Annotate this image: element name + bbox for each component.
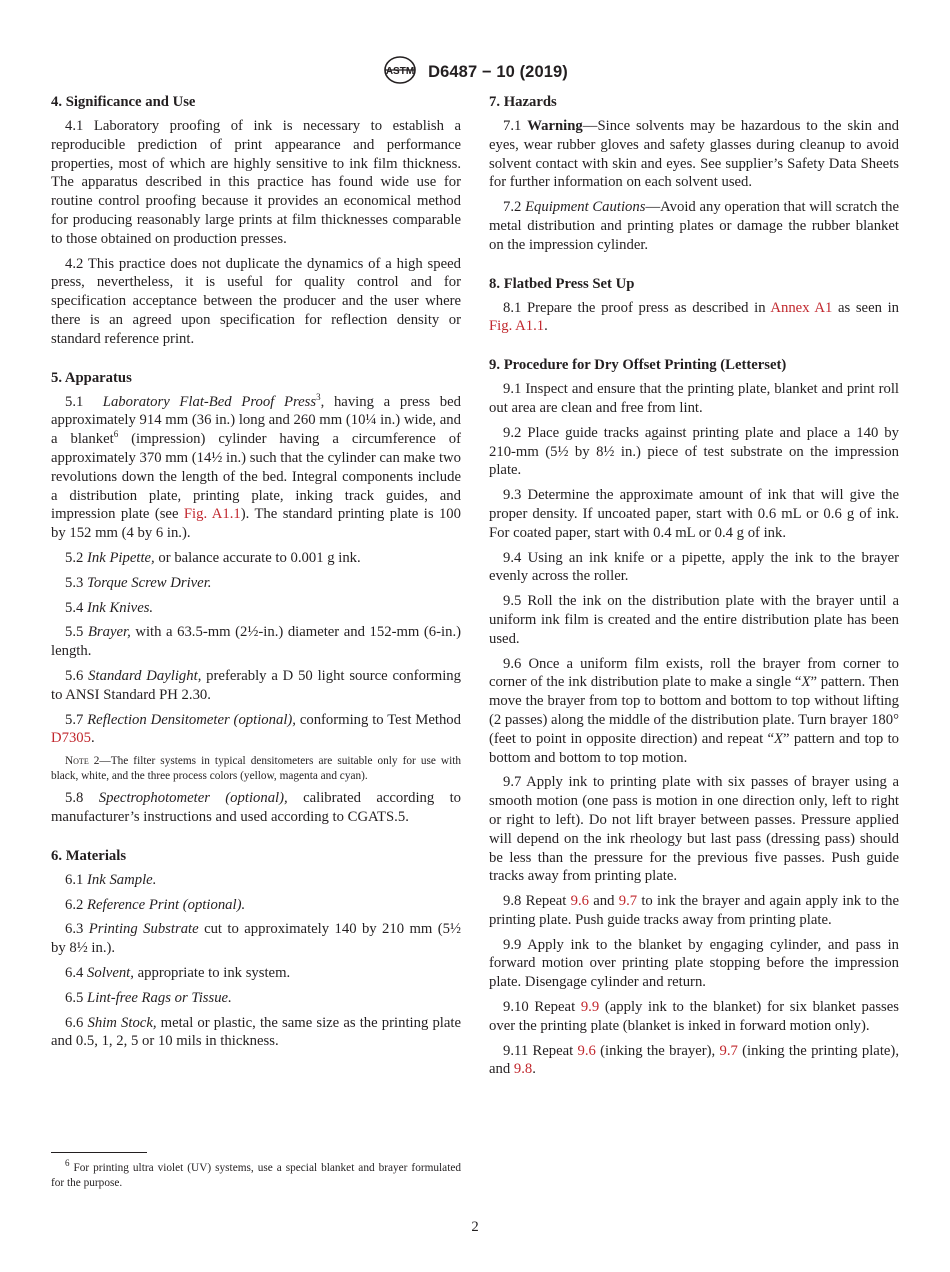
section-6-heading: 6. Materials [51, 847, 127, 864]
para-9-7: 9.7 Apply ink to printing plate with six passes of brayer using a smooth motion (one pass is motion in one direction only, left to right or right to left). Do not lift brayer between passes. Pressure applied will depend on the ink rheology but last pass (dressing pass) should be less than the pressure for the previous five passes. Push guide tracks away from printing plate. [489, 774, 899, 885]
section-4-heading: 4. Significance and Use [51, 94, 196, 110]
para-9-1: 9.1 Inspect and ensure that the printing plate, blanket and print roll out area are clean and free from lint. [489, 381, 899, 416]
para-9-11: 9.11 Repeat 9.6 (inking the brayer), 9.7 (inking the printing plate), and 9.8. [489, 1042, 899, 1078]
fig-a1-1-link[interactable]: Fig. A1.1 [489, 318, 545, 335]
ref-9-7-link[interactable]: 9.7 [618, 893, 638, 910]
para-6-3: 6.3 Printing Substrate cut to approximately 140 by 210 mm (5½ by 8½ in.). [51, 921, 462, 957]
section-7-heading: 7. Hazards [489, 94, 557, 110]
section-8-heading: 8. Flatbed Press Set Up [489, 275, 635, 292]
para-6-5: 6.5 Lint-free Rags or Tissue. [65, 989, 232, 1006]
svg-text:ASTM: ASTM [385, 66, 415, 77]
para-6-4: 6.4 Solvent, appropriate to ink system. [65, 965, 291, 982]
para-9-8: 9.8 Repeat 9.6 and 9.7 to ink the brayer and again apply ink to the printing plate. Push guide tracks away from printing plate. [489, 893, 899, 928]
para-5-6: 5.6 Standard Daylight, preferably a D 50 light source conforming to ANSI Standard PH 2.30. [51, 667, 461, 703]
para-5-1: 5.1 Laboratory Flat-Bed Proof Press$^3$, having a press bed approximately 914 mm (36 in.) long and 260 mm (10¼ in.) wide, and a blanket$^6$ (impression) cylinder having a circumference of approximately 370 mm (14½ in.) such that the cylinder can make two revolutions down the length of the bed. Integral components include a distribution plate, printing plate, inking track guides, and impression plate (see Fig. A1.1). The standard printing plate is 100 by 152 mm (4 by 6 in.). [51, 391, 462, 542]
ref-9-6-link[interactable]: 9.6 [570, 893, 589, 910]
para-9-5: 9.5 Roll the ink on the distribution plate with the brayer until a uniform ink film is created and the entire distribution plate has been used. [489, 593, 899, 647]
ref-9-8-link[interactable]: 9.8 [513, 1061, 533, 1078]
para-4-2: 4.2 This practice does not duplicate the dynamics of a high speed press, nevertheless, it is useful for quality control and for specification acceptance between the producer and the user where there is an agreed upon specification for reflection density or standard reference print. [51, 255, 461, 347]
d7305-link[interactable]: D7305 [51, 730, 91, 747]
right-column [489, 93, 899, 1085]
para-5-4: 5.4 Ink Knives. [65, 599, 154, 616]
para-5-3: 5.3 Torque Screw Driver. [65, 574, 212, 591]
para-6-6: 6.6 Shim Stock, metal or plastic, the same size as the printing plate and 0.5, 1, 2, 5 or 10 mils in thickness. [51, 1014, 462, 1050]
para-6-1: 6.1 Ink Sample. [65, 871, 157, 888]
para-9-3: 9.3 Determine the approximate amount of ink that will give the proper density. If uncoated paper, start with 0.6 mL or 0.6 g of ink. For coated paper, start with 0.4 mL or 0.4 g of ink. [489, 487, 899, 541]
para-5-7: 5.7 Reflection Densitometer (optional), conforming to Test Method D7305. [51, 711, 461, 747]
para-9-2: 9.2 Place guide tracks against printing plate and place a 140 by 210-mm (5½ by 8½ in.) piece of test substrate on the impression plate. [489, 424, 899, 479]
para-7-2: 7.2 Equipment Cautions—Avoid any operation that will scratch the metal distribution and printing plates or damage the rubber blanket on the impression cylinder. [489, 199, 900, 253]
ref-9-6-link[interactable]: 9.6 [577, 1042, 596, 1059]
fig-a1-1-link[interactable]: Fig. A1.1 [183, 506, 241, 523]
left-column [51, 93, 461, 1057]
ref-9-9-link[interactable]: 9.9 [580, 999, 600, 1016]
para-5-5: 5.5 Brayer, with a 63.5-mm (2½-in.) diameter and 152-mm (6-in.) length. [51, 624, 462, 660]
section-9-heading: 9. Procedure for Dry Offset Printing (Letterset) [489, 357, 787, 374]
footnote-6: $^6$ For printing ultra violet (UV) systems, use a special blanket and brayer formulated for the purpose. [51, 1158, 461, 1189]
astm-logo-icon [382, 55, 418, 90]
para-5-8: 5.8 Spectrophotometer (optional), calibrated according to manufacturer’s instructions and used according to CGATS.5. [51, 790, 462, 826]
ref-9-7-link[interactable]: 9.7 [719, 1042, 738, 1059]
para-9-10: 9.10 Repeat 9.9 (apply ink to the blanket) for six blanket passes over the printing plate (blanket is inked in forward motion only). [489, 999, 900, 1034]
note-2: Note 2—The filter systems in typical densitometers are suitable only for use with black, white, and the three process colors (yellow, magenta and cyan). [51, 755, 461, 782]
para-9-4: 9.4 Using an ink knife or a pipette, apply the ink to the brayer evenly across the roller. [489, 549, 899, 585]
page-number: 2 [471, 1219, 479, 1235]
para-9-9: 9.9 Apply ink to the blanket by engaging cylinder, and pass in forward motion over printing plate stopping before the impression plate. Disengage cylinder and return. [489, 936, 899, 991]
section-5-heading: 5. Apparatus [51, 369, 132, 386]
para-9-6: 9.6 Once a uniform film exists, roll the brayer from corner to corner of the ink distribution plate to make a single “X” pattern. Then move the brayer from top to bottom and bottom to top without lifting (2 passes) along the middle of the distribution plate. Turn brayer 180° (feet to point in opposite direction) and repeat “X” pattern and top to bottom and bottom to top motion. [489, 655, 899, 766]
para-5-2: 5.2 Ink Pipette, or balance accurate to 0.001 g ink. [65, 549, 361, 566]
para-4-1: 4.1 Laboratory proofing of ink is necessary to establish a reproducible prediction of print appearance and performance properties, most of which are highly sensitive to ink film thickness. The apparatus described in this practice has found wide use for routine control proofing because it provides an economical method for producing reasonably large prints at film thicknesses comparable to those obtained on production presses. [51, 118, 461, 247]
footnote-rule [51, 1152, 147, 1153]
para-6-2: 6.2 Reference Print (optional). [65, 896, 246, 913]
page-header [0, 55, 950, 90]
para-7-1: 7.1 Warning—Since solvents may be hazardous to the skin and eyes, wear rubber gloves and safety glasses during cleanup to avoid solvent contact with skin and eyes. See supplier’s Safety Data Sheets for further information on each solvent used. [489, 118, 900, 191]
para-8-1: 8.1 Prepare the proof press as described in Annex A1 as seen in Fig. A1.1. [489, 299, 899, 335]
document-designation: D6487 − 10 (2019) [428, 63, 568, 81]
annex-a1-link[interactable]: Annex A1 [770, 299, 833, 316]
